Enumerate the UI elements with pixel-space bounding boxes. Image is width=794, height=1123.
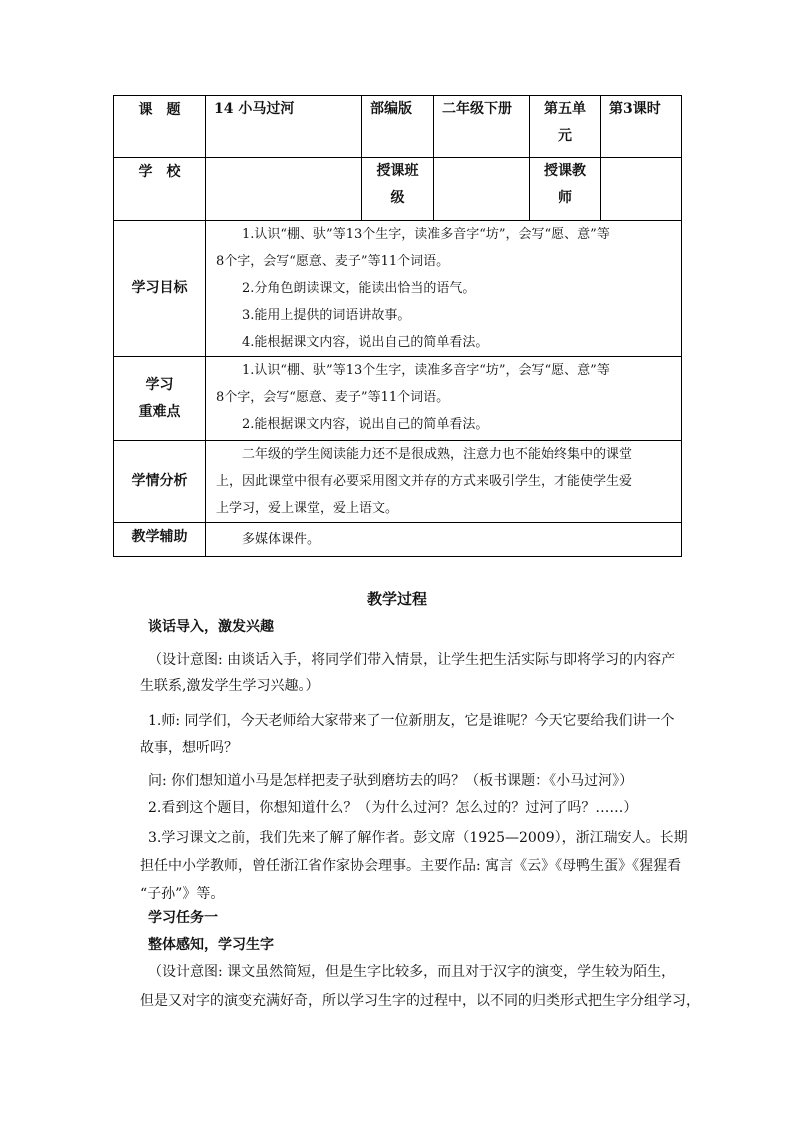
keypoints-label-1: 学习: [145, 376, 174, 393]
table-row: [114, 441, 682, 523]
analysis-line: 上，因此课堂中很有必要采用图文并存的方式来吸引学生，才能使学生爱: [216, 474, 633, 489]
paragraph-line: 担任中小学教师，曾任浙江省作家协会理事。主要作品: 寓言《云》《母鸭生蛋》《猩猩看: [140, 858, 682, 874]
keypoints-label-cell: [114, 357, 206, 441]
paragraph-line: 但是又对字的演变充满好奇，所以学习生字的过程中，以不同的归类形式把生字分组学习，: [140, 993, 700, 1009]
paragraph-line: 生联系,激发学生学习兴趣。）: [140, 678, 320, 694]
lesson-info-table: [113, 95, 682, 557]
lesson-title: 14 小马过河: [214, 101, 295, 117]
topic-label-cell: [114, 96, 206, 158]
school-value-cell: [206, 158, 362, 221]
class-label-2: 级: [390, 190, 405, 206]
table-row: [114, 523, 682, 557]
keypoints-cell: [206, 357, 682, 441]
goal-line: 1.认识“棚、驮”等13个生字，读准多音字“坊”，会写“愿、意”等: [242, 227, 610, 242]
keypoint-line: 1.认识“棚、驮”等13个生字，读准多音字“坊”，会写“愿、意”等: [242, 363, 610, 378]
process-title: 教学过程: [366, 590, 427, 608]
table-row: [114, 96, 682, 158]
teacher-label-cell: [530, 158, 601, 221]
keypoint-line: 2.能根据课文内容，说出自己的简单看法。: [242, 417, 489, 432]
class-label-cell: [362, 158, 434, 221]
teacher-label-2: 师: [558, 190, 572, 206]
paragraph-line: “子孙”》等。: [140, 886, 225, 902]
unit-cell: [530, 96, 601, 158]
paragraph-line: （设计意图: 由谈话入手，将同学们带入情景，让学生把生活实际与即将学习的内容产: [148, 652, 676, 668]
paragraph-line: 3.学习课文之前，我们先来了解了解作者。彭文席（1925—2009），浙江瑞安人。长期: [148, 830, 688, 846]
period-cell: [601, 96, 682, 158]
analysis-cell: [206, 441, 682, 523]
class-label-1: 授课班: [376, 163, 419, 179]
school-label: 学 校: [138, 164, 181, 180]
paragraph-line: （设计意图: 课文虽然简短，但是生字比较多，而且对于汉字的演变，学生较为陌生，: [148, 964, 676, 980]
class-value-cell: [434, 158, 530, 221]
aids-label-cell: [114, 523, 206, 557]
teacher-value-cell: [601, 158, 682, 221]
analysis-label: 学情分析: [131, 473, 188, 489]
analysis-line: 上学习，爱上课堂，爱上语文。: [216, 501, 399, 516]
edition-cell: [362, 96, 434, 158]
keypoint-line: 8个字，会写“愿意、麦子”等11个词语。: [216, 390, 450, 405]
paragraph-line: 问: 你们想知道小马是怎样把麦子驮到磨坊去的吗？（板书课题：《小马过河》）: [148, 773, 634, 789]
paragraph-line: 1.师: 同学们，今天老师给大家带来了一位新朋友，它是谁呢？今天它要给我们讲一个: [148, 713, 675, 729]
task-heading: 学习任务一: [148, 910, 218, 926]
goal-line: 4.能根据课文内容，说出自己的简单看法。: [242, 335, 489, 350]
school-label-cell: [114, 158, 206, 221]
paragraph-line: 故事，想听吗？: [140, 740, 238, 756]
edition: 部编版: [370, 101, 412, 117]
goals-label-cell: [114, 221, 206, 357]
grade-cell: [434, 96, 530, 158]
table-row: [114, 357, 682, 441]
paragraph-line: 2.看到这个题目，你想知道什么？（为什么过河？怎么过的？过河了吗？……）: [148, 800, 638, 816]
section-heading: 谈话导入，激发兴趣: [148, 619, 274, 635]
grade: 二年级下册: [442, 101, 512, 117]
teacher-label-1: 授课教: [544, 163, 586, 179]
aids-text: 多媒体课件。: [242, 532, 321, 547]
analysis-line: 二年级的学生阅读能力还不是很成熟，注意力也不能始终集中的课堂: [242, 447, 633, 462]
analysis-label-cell: [114, 441, 206, 523]
goals-cell: [206, 221, 682, 357]
period: 第3课时: [609, 101, 661, 117]
keypoints-label-2: 重难点: [138, 403, 181, 420]
goal-line: 2.分角色朗读课文，能读出恰当的语气。: [242, 281, 476, 296]
aids-label: 教学辅助: [131, 529, 188, 545]
goal-line: 3.能用上提供的词语讲故事。: [242, 308, 411, 323]
unit-line-1: 第五单: [544, 101, 586, 117]
lesson-title-cell: [206, 96, 362, 158]
topic-label: 课 题: [138, 102, 181, 118]
unit-line-2: 元: [558, 128, 572, 144]
goal-line: 8个字，会写“愿意、麦子”等11个词语。: [216, 254, 450, 269]
task-subheading: 整体感知，学习生字: [148, 937, 274, 953]
aids-cell: [206, 523, 682, 557]
table-row: [114, 158, 682, 221]
goals-label: 学习目标: [131, 280, 188, 296]
table-row: [114, 221, 682, 357]
